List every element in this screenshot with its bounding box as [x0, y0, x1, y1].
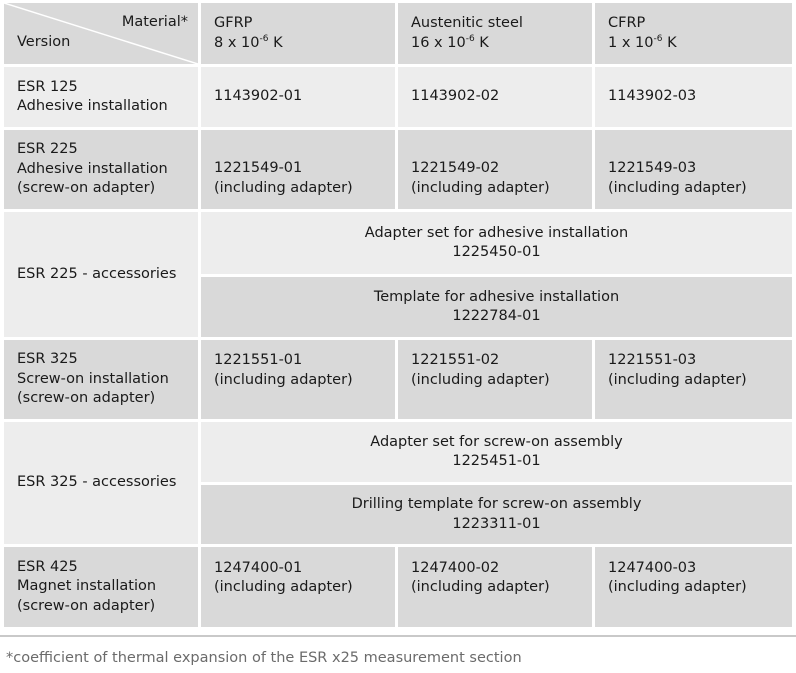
separator-line	[0, 635, 796, 637]
row-label-line: Screw-on installation	[17, 370, 169, 387]
part-number: 1221549-01	[214, 160, 303, 176]
part-number: 1221549-02	[411, 160, 500, 176]
row-label-line: ESR 225	[17, 141, 78, 158]
header-corner-cell	[4, 3, 198, 64]
part-number: 1247400-02	[411, 559, 500, 576]
row-label-line: (screw-on adapter)	[17, 180, 156, 197]
row-label-line: Magnet installation	[17, 578, 157, 595]
part-number: 1143902-01	[214, 88, 303, 105]
header-col-name: Austenitic steel	[411, 15, 523, 31]
part-number: 1221551-03	[608, 352, 697, 368]
row-label-esr225-accessories	[4, 212, 198, 337]
header-col-coefficient: 1 x $10^{-6}$ K	[608, 33, 677, 51]
accessory-title: Adapter set for adhesive installation	[364, 224, 629, 241]
header-col-gfrp	[201, 3, 395, 64]
table-cell	[398, 547, 592, 627]
row-label-line: ESR 425	[17, 558, 78, 575]
part-note: (including adapter)	[608, 179, 747, 196]
accessory-cell	[201, 485, 792, 544]
table-cell	[398, 130, 592, 209]
table-cell	[595, 130, 792, 209]
header-col-name: CFRP	[608, 15, 646, 31]
part-note: (including adapter)	[608, 371, 747, 388]
accessory-cell	[201, 277, 792, 337]
table-cell	[398, 340, 592, 419]
table-cell	[201, 130, 395, 209]
part-number: 1221551-01	[214, 352, 303, 368]
row-label-line: (screw-on adapter)	[17, 597, 156, 614]
part-note: (including adapter)	[411, 579, 550, 595]
header-col-coefficient: 16 x $10^{-6}$ K	[411, 33, 489, 51]
header-col-coefficient: 8 x $10^{-6}$ K	[214, 33, 283, 51]
row-label-line: Adhesive installation	[17, 160, 168, 177]
row-label-esr325-accessories	[4, 422, 198, 544]
row-label-line: ESR 325 - accessories	[17, 474, 177, 491]
table-cell	[595, 67, 792, 127]
header-col-name: GFRP	[214, 15, 253, 31]
part-note: (including adapter)	[214, 179, 353, 196]
part-number: 1143902-03	[608, 88, 697, 105]
part-note: (including adapter)	[214, 371, 353, 388]
row-label-esr225	[4, 130, 198, 209]
table-cell	[201, 340, 395, 419]
row-label-line: ESR 325	[17, 351, 78, 368]
part-note: (including adapter)	[411, 179, 550, 196]
accessory-cell	[201, 422, 792, 482]
row-label-line: ESR 225 - accessories	[17, 265, 177, 282]
table-cell	[595, 340, 792, 419]
header-col-steel	[398, 3, 592, 64]
part-number: 1143902-02	[411, 88, 500, 105]
row-label-line: (screw-on adapter)	[17, 390, 156, 407]
row-label-esr125	[4, 67, 198, 127]
part-number: 1221551-02	[411, 352, 500, 368]
part-note: (including adapter)	[608, 579, 747, 595]
row-label-esr325	[4, 340, 198, 419]
table-cell	[201, 67, 395, 127]
row-label-line: ESR 125	[17, 78, 78, 95]
row-label-line: Adhesive installation	[17, 98, 168, 114]
header-col-cfrp	[595, 3, 792, 64]
part-number: 1247400-03	[608, 559, 697, 576]
header-version-label: Version	[17, 34, 71, 50]
part-number: 1225450-01	[452, 244, 541, 260]
table-cell	[595, 547, 792, 627]
table-cell	[398, 67, 592, 127]
header-material-label: Material*	[121, 14, 188, 30]
row-label-esr425	[4, 547, 198, 627]
part-note: (including adapter)	[214, 579, 353, 595]
accessory-title: Adapter set for screw-on assembly	[370, 433, 623, 450]
part-number: 1225451-01	[452, 453, 541, 469]
accessory-title: Drilling template for screw-on assembly	[351, 496, 642, 512]
accessory-title: Template for adhesive installation	[373, 288, 620, 305]
part-number: 1222784-01	[452, 308, 541, 324]
part-number: 1223311-01	[452, 515, 541, 532]
part-number: 1247400-01	[214, 559, 303, 576]
part-note: (including adapter)	[411, 371, 550, 388]
part-number: 1221549-03	[608, 160, 697, 176]
accessory-cell	[201, 212, 792, 274]
footnote: *coefficient of thermal expansion of the ESR x25 measurement section	[6, 650, 522, 666]
table-cell	[201, 547, 395, 627]
